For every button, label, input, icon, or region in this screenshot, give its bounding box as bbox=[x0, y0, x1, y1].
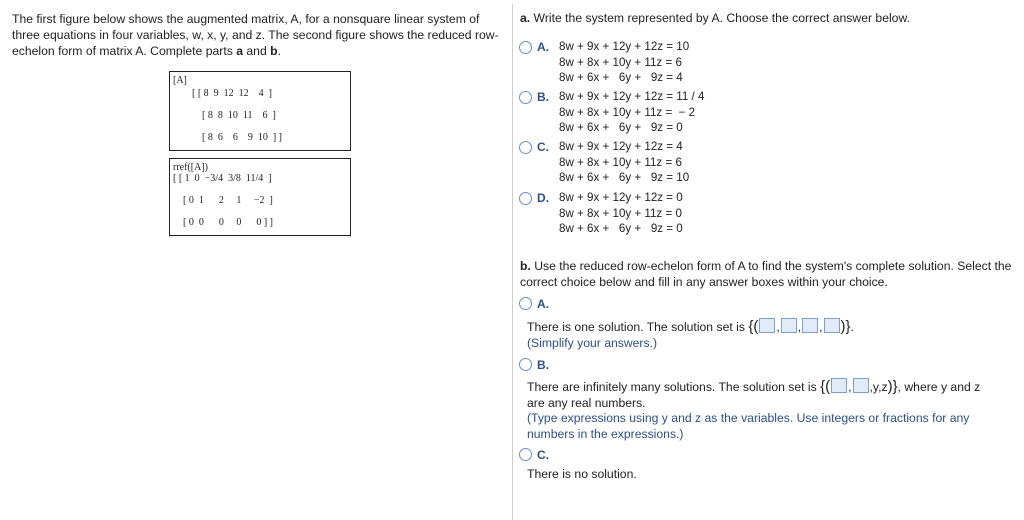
figure2-row-1: [ [ 1 0 −3/4 3/8 11/4 ] bbox=[173, 173, 272, 184]
answer-box-y[interactable] bbox=[802, 318, 818, 333]
figure2-title: rref([A]) bbox=[173, 162, 208, 173]
option-a-equation-3: 8w + 6x + 6y + 9z = 4 bbox=[559, 71, 683, 84]
answer-box-x[interactable] bbox=[781, 318, 797, 333]
option-c-equation-1: 8w + 9x + 12y + 12z = 4 bbox=[559, 140, 683, 153]
part-b-option-b-hint-1: (Type expressions using y and z as the variables. Use integers or fractions for any bbox=[527, 411, 970, 425]
part-b-option-c-label: C. bbox=[537, 448, 549, 462]
option-b-radio[interactable] bbox=[519, 91, 532, 104]
option-b-equation-3: 8w + 6x + 6y + 9z = 0 bbox=[559, 121, 683, 134]
part-b-option-b-text: There are infinitely many solutions. The solution set is {( , ,y,z)}, where y and z bbox=[527, 378, 981, 395]
option-d-radio[interactable] bbox=[519, 192, 532, 205]
part-b-option-b-hint-2: numbers in the expressions.) bbox=[527, 427, 684, 441]
option-d-equation-2: 8w + 8x + 10y + 11z = 0 bbox=[559, 206, 682, 220]
figure-augmented-matrix bbox=[169, 71, 351, 151]
figure1-row-3: [ 8 6 6 9 10 ] ] bbox=[202, 132, 282, 143]
part-b-option-a-label: A. bbox=[537, 297, 549, 311]
option-a-equation-1: 8w + 9x + 12y + 12z = 10 bbox=[559, 40, 690, 53]
figure2-row-2: [ 0 1 2 1 −2 ] bbox=[183, 195, 273, 206]
figure-rref-matrix bbox=[169, 158, 351, 236]
figure1-title: [A] bbox=[173, 75, 187, 86]
answer-box-x-param[interactable] bbox=[853, 378, 869, 393]
option-c-radio[interactable] bbox=[519, 141, 532, 154]
option-b-equation-2: 8w + 8x + 10y + 11z = − 2 bbox=[559, 105, 696, 119]
answer-box-w[interactable] bbox=[759, 318, 775, 333]
part-b-option-a-text: There is one solution. The solution set is {( , , , )}. bbox=[527, 318, 854, 335]
right-pane bbox=[513, 0, 1024, 520]
figure2-row-3: [ 0 0 0 0 0 ] ] bbox=[183, 217, 273, 228]
option-a-label: A. bbox=[537, 40, 549, 54]
option-d-label: D. bbox=[537, 191, 549, 205]
option-a-equation-2: 8w + 8x + 10y + 11z = 6 bbox=[559, 55, 682, 69]
intro-text: The first figure below shows the augmented matrix, A, for a nonsquare linear system of three equations in four variables, w, x, y, and z. The second figure shows the reduced row-echelon form of matrix A. Complete parts a and b. bbox=[12, 12, 499, 58]
answer-box-w-param[interactable] bbox=[831, 378, 847, 393]
part-b-option-c-radio[interactable] bbox=[519, 448, 532, 461]
option-b-equation-1: 8w + 9x + 12y + 12z = 11 / 4 bbox=[559, 90, 705, 103]
part-a-question: a. Write the system represented by A. Choose the correct answer below. bbox=[520, 11, 910, 25]
option-d-equation-3: 8w + 6x + 6y + 9z = 0 bbox=[559, 222, 683, 235]
figure1-row-2: [ 8 8 10 11 6 ] bbox=[202, 110, 276, 121]
part-b-question: b. Use the reduced row-echelon form of A to find the system's complete solution. Select the correct choice below and fill in any answer boxes within your choice. bbox=[520, 259, 1012, 289]
option-b-label: B. bbox=[537, 90, 549, 104]
option-c-label: C. bbox=[537, 140, 549, 154]
option-c-equation-2: 8w + 8x + 10y + 11z = 6 bbox=[559, 155, 682, 169]
option-c-equation-3: 8w + 6x + 6y + 9z = 10 bbox=[559, 171, 690, 184]
figure1-row-1: [ [ 8 9 12 12 4 ] bbox=[192, 88, 272, 99]
part-b-option-b-text-2: are any real numbers. bbox=[527, 396, 646, 410]
option-a-radio[interactable] bbox=[519, 41, 532, 54]
part-b-option-c-text: There is no solution. bbox=[527, 467, 637, 481]
option-d-equation-1: 8w + 9x + 12y + 12z = 0 bbox=[559, 191, 683, 204]
answer-box-z[interactable] bbox=[824, 318, 840, 333]
part-b-option-a-radio[interactable] bbox=[519, 297, 532, 310]
part-b-option-b-radio[interactable] bbox=[519, 358, 532, 371]
part-b-option-a-hint: (Simplify your answers.) bbox=[527, 336, 658, 350]
part-b-option-b-label: B. bbox=[537, 358, 549, 372]
